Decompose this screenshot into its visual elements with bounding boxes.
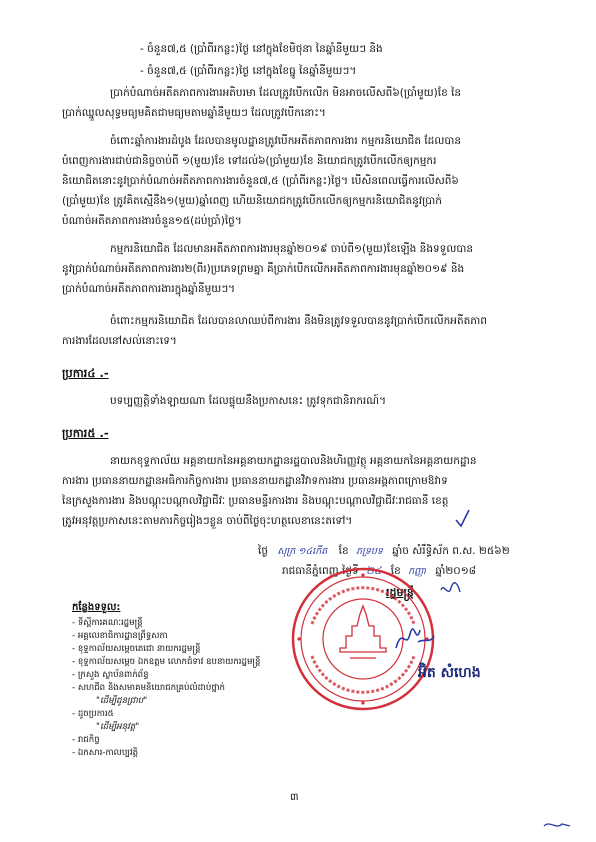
para3-line2: នូវប្រាក់បំណាច់អតីតភាពការងារ២(ពីរ)ប្រភេទព្រមគ្នា គឺប្រាក់បើកលើកអតីតភាពការងារមុនឆ្នាំ២០១៩ និង bbox=[62, 263, 465, 275]
para3-line3: ប្រាក់បំណាច់អតីតភាពការងារក្នុងឆ្នាំនីមួយៗ។ bbox=[62, 283, 236, 295]
para2-line2: បំពេញការងារជាប់ជានិច្ចចាប់ពី ១(មួយ)ខែ ទៅដល់៦(ប្រាំមួយ)ខែ និយោជកត្រូវបើកលើកឲ្យកម្មករ bbox=[62, 155, 437, 167]
initial-mark bbox=[438, 580, 462, 600]
bullet-1: - ចំនួន៧,៥ (ប្រាំពីរកន្លះ)ថ្ងៃ នៅក្នុងខែមិថុនា នៃឆ្នាំនីមួយៗ និង bbox=[140, 43, 383, 55]
recipient-item-1: - ទីស្តីការគណៈរដ្ឋមន្ត្រី bbox=[72, 618, 143, 628]
date-month-prefix: ខែ bbox=[338, 545, 349, 557]
para1-line2: ប្រាក់ឈ្នួលសុទ្ធមធ្យមគិតជាមធ្យមតាមឆ្នាំនីមួយៗ ដែលត្រូវបើកនោះ។ bbox=[62, 107, 326, 119]
recipient-item-8: - រាជកិច្ច bbox=[72, 735, 100, 745]
article4-text: បទប្បញ្ញត្តិទាំងឡាយណា ដែលផ្ទុយនឹងប្រកាសនេះ ត្រូវទុកជានិរាករណ៍។ bbox=[110, 395, 386, 407]
para2-line4: (ប្រាំមួយ)ខែ ត្រូវគិតស្មើនឹង១(មួយ)ឆ្នាំពេញ ហើយនិយោជកត្រូវបើកលើកឲ្យកម្មករនិយោជិតនូវប្រាក់ bbox=[62, 195, 442, 207]
date-lunar-prefix: ថ្ងៃ bbox=[258, 545, 268, 557]
minister-name: អ៊ិត សំហេង bbox=[418, 665, 481, 681]
recipient-note-inform: "ដើម្បីជូនជ្រាប" bbox=[96, 696, 148, 706]
pen-tick-mark bbox=[452, 508, 472, 530]
date-lunar-line bbox=[258, 544, 510, 559]
minister-title: រដ្ឋមន្ត្រី bbox=[386, 586, 414, 599]
recipients-heading: កន្លែងទទួល: bbox=[72, 602, 121, 613]
para2-line1: ចំពោះឆ្នាំការងារដំបូង ដែលបានមូលដ្ឋានត្រូវបើកអតីតភាពការងារ កម្មករនិយោជិត ដែលបាន bbox=[110, 135, 462, 147]
recipient-item-3: - ខុទ្ទកាល័យសម្តេចតេជោ នាយករដ្ឋមន្ត្រី bbox=[72, 644, 201, 654]
date-year2: ឆ្នាំ២០១៨ bbox=[435, 565, 477, 577]
article5-line3: នៃក្រសួងការងារ និងបណ្តុះបណ្តាលវិជ្ជាជីវៈ ប្រធានមន្ទីរការងារ និងបណ្តុះបណ្តាលវិជ្ជាជីវៈរាជធានី ខេត្ត bbox=[62, 495, 449, 507]
date-month2-prefix: ខែ bbox=[390, 565, 401, 577]
recipient-item-7: - ដូចប្រការ៥ bbox=[72, 709, 114, 719]
recipient-note-implement: "ដើម្បីអនុវត្ត" bbox=[96, 722, 140, 732]
article5-line1: នាយកខុទ្ទកាល័យ អគ្គនាយកនៃអគ្គនាយកដ្ឋានរដ្ឋបាលនិងហិរញ្ញវត្ថុ អគ្គនាយកនៃអគ្គនាយកដ្ឋាន bbox=[110, 455, 477, 467]
date-day-handwritten: ២៤ bbox=[366, 565, 382, 577]
para4-line1: ចំពោះកម្មករនិយោជិត ដែលបានលាឈប់ពីការងារ នឹងមិនត្រូវទទួលបាននូវប្រាក់បើកលើកអតីតភាព bbox=[110, 315, 487, 327]
recipient-item-2: - អគ្គលេខាធិការដ្ឋានព្រឹទ្ធសភា bbox=[72, 631, 168, 641]
recipient-item-9: - ឯកសារ-កាលប្បវត្តិ bbox=[72, 748, 139, 758]
date-lunar-handwritten: សុក្រ ១៤កើត bbox=[277, 546, 328, 557]
para1-line1: ប្រាក់បំណាច់អតីតភាពការងារអតិបរមា ដែលត្រូវបើកលើក មិនអាចលើសពី៦(ប្រាំមួយ)ខែ នៃ bbox=[110, 87, 462, 99]
article4-heading: ប្រការ៤ .- bbox=[62, 366, 109, 380]
article5-heading: ប្រការ៥ .- bbox=[62, 426, 109, 440]
article5-line4: ត្រូវអនុវត្តប្រកាសនេះតាមភារកិច្ចរៀងៗខ្លួន ចាប់ពីថ្ងៃចុះហត្ថលេខានេះតទៅ។ bbox=[62, 515, 353, 527]
date-month2-handwritten: កញ្ញា bbox=[408, 566, 426, 577]
article5-line2: ការងារ ប្រធាននាយកដ្ឋានអធិការកិច្ចការងារ ប្រធាននាយកដ្ឋានវិវាទការងារ ប្រធានអង្គភាពក្រោមឱវាទ bbox=[62, 475, 448, 487]
para4-line2: ការងារដែលនៅសល់នោះទេ។ bbox=[62, 335, 177, 347]
para2-line3: និយោជិតនោះនូវប្រាក់បំណាច់អតីតភាពការងារចំនួន៧,៥ (ប្រាំពីរកន្លះ)ថ្ងៃ។ បើសិនពេលធ្វើការលើសពី៦ bbox=[62, 175, 459, 187]
recipient-item-4: - ខុទ្ទកាល័យសម្តេច ឯកឧត្តម លោកជំទាវ ឧបនាយករដ្ឋមន្ត្រី bbox=[72, 657, 261, 667]
date-year: ឆ្នាំច សំរឹទ្ធិស័ក ព.ស. ២៥៦២ bbox=[392, 545, 510, 557]
recipient-item-6: - សហជីព និងសមាគមនិយោជកគ្រប់លំដាប់ថ្នាក់ bbox=[72, 683, 225, 693]
para3-line1: កម្មករនិយោជិត ដែលមានអតីតភាពការងារមុនឆ្នាំ២០១៩ ចាប់ពី១(មួយ)ខែឡើង និងទទួលបាន bbox=[110, 243, 473, 255]
recipient-item-5: - ក្រសួង ស្ថាប័នពាក់ព័ន្ធ bbox=[72, 670, 149, 680]
minister-signature bbox=[392, 620, 436, 656]
page-number: ៣ bbox=[290, 792, 299, 803]
date-month-handwritten: ភទ្របទ bbox=[355, 546, 383, 557]
date-place: រាជធានីភ្នំពេញ ថ្ងៃទី bbox=[282, 565, 359, 577]
corner-pen-mark bbox=[542, 818, 572, 832]
para2-line5: បំណាច់អតីតភាពការងារចំនួន១៥(ដប់ប្រាំ)ថ្ងៃ។ bbox=[62, 215, 242, 227]
bullet-2: - ចំនួន៧,៥ (ប្រាំពីរកន្លះ)ថ្ងៃ នៅក្នុងខែធ្នូ នៃឆ្នាំនីមួយៗ។ bbox=[140, 65, 357, 77]
